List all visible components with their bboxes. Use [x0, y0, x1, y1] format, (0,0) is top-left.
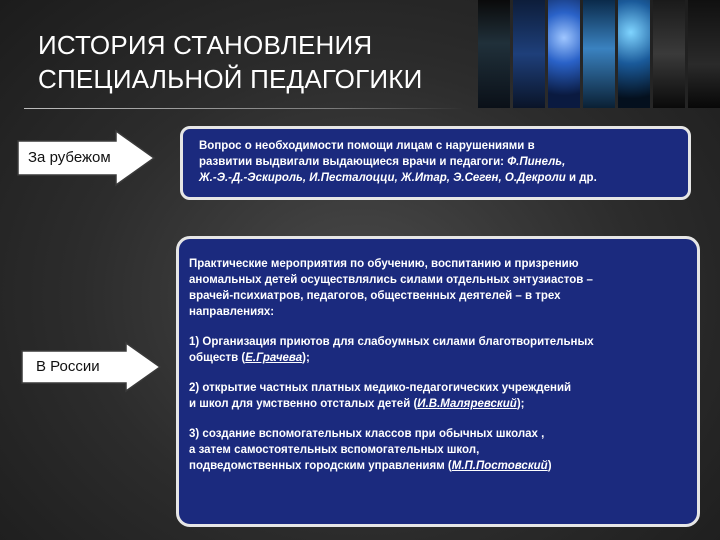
russia-intro-line4: направлениях:: [189, 306, 275, 318]
photo-tile: [618, 0, 650, 108]
arrow-russia: [20, 341, 162, 393]
russia-item-3: [189, 426, 687, 474]
slide-title: [38, 28, 423, 96]
arrow-russia-label: В России: [36, 358, 100, 375]
slide-title-line2: СПЕЦИАЛЬНОЙ ПЕДАГОГИКИ: [38, 64, 423, 94]
spacer: [189, 320, 687, 334]
photo-tile: [478, 0, 510, 108]
russia-item-1-line1: 1) Организация приютов для слабоумных силами благотворительных: [189, 336, 594, 348]
slide-title-line1: ИСТОРИЯ СТАНОВЛЕНИЯ: [38, 30, 373, 60]
title-divider: [24, 108, 464, 109]
box-abroad-names-1: Ф.Пинель,: [507, 156, 566, 168]
photo-tile: [688, 0, 720, 108]
russia-item-2-suffix: );: [516, 398, 525, 410]
russia-intro-line1: Практические мероприятия по обучению, воспитанию и призрению: [189, 258, 579, 270]
russia-item-3-prefix: подведомственных городским управлениям (: [189, 460, 452, 472]
russia-intro-line2: аномальных детей осуществлялись силами отдельных энтузиастов –: [189, 274, 593, 286]
photo-tile: [513, 0, 545, 108]
russia-intro-line3: врачей-психиатров, педагогов, общественных деятелей – в трех: [189, 290, 561, 302]
arrow-abroad: [16, 129, 156, 187]
russia-item-1-prefix: обществ (: [189, 352, 246, 364]
russia-item-3-line1: 3) создание вспомогательных классов при обычных школах ,: [189, 428, 545, 440]
russia-item-3-person: М.П.Постовский: [451, 460, 548, 472]
info-box-abroad: [180, 126, 691, 200]
photo-tile: [548, 0, 580, 108]
box-abroad-line3: [199, 170, 674, 186]
russia-intro: [189, 256, 687, 320]
box-abroad-line1: Вопрос о необходимости помощи лицам с нарушениями в: [199, 140, 535, 152]
photo-tile: [583, 0, 615, 108]
russia-item-3-line2: а затем самостоятельных вспомогательных школ,: [189, 444, 480, 456]
russia-item-2-prefix: и школ для умственно отсталых детей (: [189, 398, 418, 410]
russia-item-2-person: И.В.Маляревский: [417, 398, 517, 410]
box-abroad-names-2: Ж.-Э.-Д.-Эскироль, И.Песталоцци, Ж.Итар, Э.Сеген, О.Декроли: [199, 172, 566, 184]
arrow-abroad-label: За рубежом: [28, 149, 111, 166]
russia-item-1-person: Е.Грачева: [245, 352, 303, 364]
box-abroad-line3-suffix: и др.: [565, 172, 597, 184]
spacer: [189, 366, 687, 380]
russia-item-1-suffix: );: [302, 352, 310, 364]
header-photo-strip: [478, 0, 720, 108]
box-abroad-line2-text: развитии выдвигали выдающиеся врачи и педагоги:: [199, 156, 508, 168]
spacer: [189, 412, 687, 426]
russia-item-3-suffix: ): [547, 460, 552, 472]
russia-item-1: [189, 334, 687, 366]
russia-item-2-line1: 2) открытие частных платных медико-педагогических учреждений: [189, 382, 572, 394]
box-abroad-line2: [199, 154, 674, 170]
info-box-russia: [176, 236, 700, 527]
russia-item-2: [189, 380, 687, 412]
photo-tile: [653, 0, 685, 108]
